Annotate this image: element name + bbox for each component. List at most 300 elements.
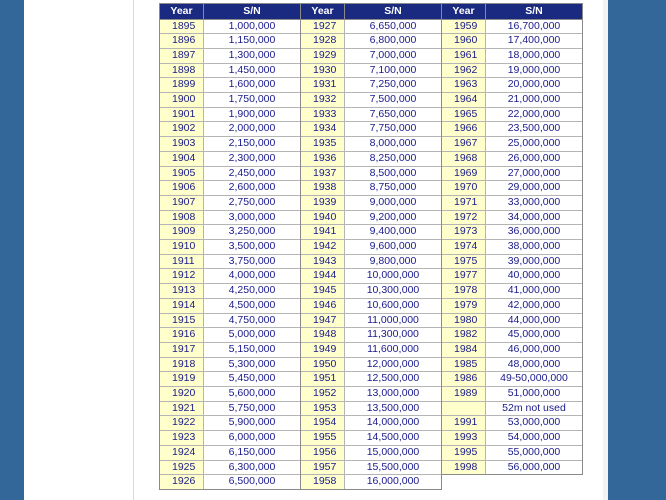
serial-number-cell: 5,750,000 <box>204 402 300 417</box>
year-cell: 1966 <box>442 122 486 137</box>
serial-number-cell: 4,000,000 <box>204 269 300 284</box>
year-cell: 1944 <box>301 269 345 284</box>
serial-number-cell: 33,000,000 <box>486 196 582 211</box>
serial-number-cell: 8,000,000 <box>345 137 441 152</box>
year-cell: 1974 <box>442 240 486 255</box>
table-row <box>301 431 441 446</box>
serial-number-cell: 14,500,000 <box>345 431 441 446</box>
year-cell: 1949 <box>301 343 345 358</box>
serial-number-cell: 13,500,000 <box>345 402 441 417</box>
table-row <box>301 64 441 79</box>
year-column-header: Year <box>301 4 345 20</box>
year-cell: 1904 <box>160 152 204 167</box>
year-cell: 1946 <box>301 299 345 314</box>
year-cell: 1947 <box>301 314 345 329</box>
table-row <box>301 196 441 211</box>
serial-number-cell: 11,000,000 <box>345 314 441 329</box>
table-row <box>442 284 582 299</box>
serial-number-cell: 3,500,000 <box>204 240 300 255</box>
serial-number-cell: 5,150,000 <box>204 343 300 358</box>
serial-number-cell: 21,000,000 <box>486 93 582 108</box>
table-row <box>160 255 300 270</box>
serial-number-cell: 7,750,000 <box>345 122 441 137</box>
table-row <box>301 137 441 152</box>
year-cell: 1911 <box>160 255 204 270</box>
serial-number-cell: 55,000,000 <box>486 446 582 461</box>
year-cell: 1948 <box>301 328 345 343</box>
table-row <box>442 108 582 123</box>
serial-number-cell: 40,000,000 <box>486 269 582 284</box>
year-cell: 1938 <box>301 181 345 196</box>
serial-number-cell: 54,000,000 <box>486 431 582 446</box>
serial-number-cell: 44,000,000 <box>486 314 582 329</box>
table-row <box>301 416 441 431</box>
table-row <box>442 372 582 387</box>
table-row <box>160 167 300 182</box>
table-row <box>160 225 300 240</box>
table-row <box>160 78 300 93</box>
table-row <box>160 402 300 417</box>
table-row <box>160 328 300 343</box>
serial-number-cell: 1,600,000 <box>204 78 300 93</box>
serial-number-cell: 6,800,000 <box>345 34 441 49</box>
year-cell: 1982 <box>442 328 486 343</box>
table-row <box>160 358 300 373</box>
year-cell: 1913 <box>160 284 204 299</box>
table-row <box>301 49 441 64</box>
table-row <box>160 49 300 64</box>
serial-number-cell: 46,000,000 <box>486 343 582 358</box>
year-column-header: Year <box>160 4 204 20</box>
table-row <box>442 416 582 431</box>
serial-number-cell: 7,500,000 <box>345 93 441 108</box>
table-row <box>442 446 582 461</box>
table-row <box>301 402 441 417</box>
year-cell: 1984 <box>442 343 486 358</box>
serial-number-cell: 5,600,000 <box>204 387 300 402</box>
table-row <box>160 93 300 108</box>
serial-number-cell: 36,000,000 <box>486 225 582 240</box>
table-row <box>442 211 582 226</box>
year-cell: 1942 <box>301 240 345 255</box>
serial-number-cell: 29,000,000 <box>486 181 582 196</box>
year-cell: 1957 <box>301 461 345 476</box>
table-row <box>442 255 582 270</box>
table-row <box>301 358 441 373</box>
table-row <box>160 372 300 387</box>
year-cell: 1943 <box>301 255 345 270</box>
serial-number-cell: 5,900,000 <box>204 416 300 431</box>
year-cell: 1964 <box>442 93 486 108</box>
serial-number-cell: 11,300,000 <box>345 328 441 343</box>
year-cell: 1980 <box>442 314 486 329</box>
table-row <box>442 269 582 284</box>
table-row <box>442 358 582 373</box>
table-row <box>160 284 300 299</box>
table-row <box>442 225 582 240</box>
table-row <box>442 20 582 35</box>
serial-number-cell: 4,750,000 <box>204 314 300 329</box>
table-row <box>160 137 300 152</box>
table-row <box>442 402 582 417</box>
serial-number-cell: 18,000,000 <box>486 49 582 64</box>
table-row <box>301 93 441 108</box>
year-cell: 1921 <box>160 402 204 417</box>
table-row <box>442 122 582 137</box>
year-cell: 1923 <box>160 431 204 446</box>
table-row <box>442 299 582 314</box>
table-row <box>442 431 582 446</box>
table-row <box>301 446 441 461</box>
year-cell: 1905 <box>160 167 204 182</box>
table-row <box>301 211 441 226</box>
table-row <box>301 181 441 196</box>
year-cell: 1932 <box>301 93 345 108</box>
table-row <box>301 343 441 358</box>
year-cell: 1926 <box>160 475 204 489</box>
year-cell: 1977 <box>442 269 486 284</box>
table-row <box>160 181 300 196</box>
year-cell: 1935 <box>301 137 345 152</box>
year-cell: 1920 <box>160 387 204 402</box>
year-cell: 1953 <box>301 402 345 417</box>
year-cell: 1929 <box>301 49 345 64</box>
serial-number-column-header: S/N <box>486 4 582 20</box>
table-row <box>301 108 441 123</box>
table-row <box>160 269 300 284</box>
table-row <box>442 240 582 255</box>
table-row <box>442 152 582 167</box>
serial-number-cell: 1,300,000 <box>204 49 300 64</box>
year-cell: 1989 <box>442 387 486 402</box>
serial-number-cell: 9,200,000 <box>345 211 441 226</box>
table-row <box>301 461 441 476</box>
table-header-row <box>301 4 441 20</box>
serial-number-cell: 15,500,000 <box>345 461 441 476</box>
serial-number-cell: 8,750,000 <box>345 181 441 196</box>
year-cell: 1979 <box>442 299 486 314</box>
serial-number-cell: 7,100,000 <box>345 64 441 79</box>
year-cell: 1900 <box>160 93 204 108</box>
serial-number-cell: 5,450,000 <box>204 372 300 387</box>
serial-number-cell: 26,000,000 <box>486 152 582 167</box>
content-divider <box>133 0 134 500</box>
serial-number-cell: 12,000,000 <box>345 358 441 373</box>
table-row <box>442 387 582 402</box>
serial-number-cell: 9,800,000 <box>345 255 441 270</box>
serial-number-cell: 6,000,000 <box>204 431 300 446</box>
year-cell: 1941 <box>301 225 345 240</box>
table-row <box>301 372 441 387</box>
serial-number-cell: 4,250,000 <box>204 284 300 299</box>
serial-number-table-3 <box>441 3 583 475</box>
year-cell: 1934 <box>301 122 345 137</box>
serial-number-cell: 39,000,000 <box>486 255 582 270</box>
table-row <box>160 446 300 461</box>
table-row <box>160 299 300 314</box>
year-cell: 1962 <box>442 64 486 79</box>
table-row <box>442 343 582 358</box>
year-cell: 1991 <box>442 416 486 431</box>
year-cell: 1956 <box>301 446 345 461</box>
year-cell: 1968 <box>442 152 486 167</box>
table-row <box>160 34 300 49</box>
year-cell: 1919 <box>160 372 204 387</box>
year-cell: 1931 <box>301 78 345 93</box>
serial-number-cell: 49-50,000,000 <box>486 372 582 387</box>
serial-number-cell: 2,300,000 <box>204 152 300 167</box>
year-cell: 1928 <box>301 34 345 49</box>
year-cell: 1897 <box>160 49 204 64</box>
table-row <box>160 461 300 476</box>
year-cell: 1958 <box>301 475 345 489</box>
table-row <box>160 431 300 446</box>
serial-number-cell: 23,500,000 <box>486 122 582 137</box>
serial-number-cell: 17,400,000 <box>486 34 582 49</box>
table-row <box>301 20 441 35</box>
serial-number-cell: 51,000,000 <box>486 387 582 402</box>
serial-number-cell: 14,000,000 <box>345 416 441 431</box>
serial-number-cell: 20,000,000 <box>486 78 582 93</box>
year-cell: 1967 <box>442 137 486 152</box>
table-row <box>301 314 441 329</box>
serial-number-cell: 42,000,000 <box>486 299 582 314</box>
table-row <box>442 78 582 93</box>
year-cell: 1896 <box>160 34 204 49</box>
serial-number-cell: 12,500,000 <box>345 372 441 387</box>
serial-number-cell: 45,000,000 <box>486 328 582 343</box>
table-row <box>301 167 441 182</box>
serial-number-cell: 4,500,000 <box>204 299 300 314</box>
year-cell: 1898 <box>160 64 204 79</box>
year-cell: 1915 <box>160 314 204 329</box>
table-row <box>442 314 582 329</box>
table-row <box>160 343 300 358</box>
table-row <box>301 34 441 49</box>
year-cell: 1917 <box>160 343 204 358</box>
year-cell: 1930 <box>301 64 345 79</box>
serial-number-cell: 10,000,000 <box>345 269 441 284</box>
serial-number-cell: 7,000,000 <box>345 49 441 64</box>
table-row <box>160 108 300 123</box>
year-cell: 1993 <box>442 431 486 446</box>
year-cell: 1973 <box>442 225 486 240</box>
serial-number-cell: 48,000,000 <box>486 358 582 373</box>
serial-number-table-2 <box>300 3 442 490</box>
table-row <box>160 64 300 79</box>
year-cell: 1927 <box>301 20 345 35</box>
year-cell: 1916 <box>160 328 204 343</box>
table-row <box>442 181 582 196</box>
serial-number-cell: 19,000,000 <box>486 64 582 79</box>
serial-number-cell: 9,400,000 <box>345 225 441 240</box>
serial-number-cell: 7,650,000 <box>345 108 441 123</box>
year-cell: 1960 <box>442 34 486 49</box>
serial-number-cell: 3,000,000 <box>204 211 300 226</box>
year-cell: 1902 <box>160 122 204 137</box>
table-row <box>301 284 441 299</box>
serial-number-cell: 10,600,000 <box>345 299 441 314</box>
year-cell: 1965 <box>442 108 486 123</box>
year-cell: 1971 <box>442 196 486 211</box>
table-row <box>442 328 582 343</box>
serial-number-cell: 52m not used <box>486 402 582 417</box>
year-cell: 1975 <box>442 255 486 270</box>
table-row <box>301 299 441 314</box>
year-cell: 1922 <box>160 416 204 431</box>
year-cell: 1937 <box>301 167 345 182</box>
table-row <box>160 475 300 489</box>
year-cell: 1924 <box>160 446 204 461</box>
year-cell: 1951 <box>301 372 345 387</box>
serial-number-column-header: S/N <box>345 4 441 20</box>
serial-number-table-1 <box>159 3 301 490</box>
year-cell: 1906 <box>160 181 204 196</box>
table-row <box>160 20 300 35</box>
year-cell: 1955 <box>301 431 345 446</box>
table-row <box>442 34 582 49</box>
serial-number-cell: 7,250,000 <box>345 78 441 93</box>
serial-number-cell: 34,000,000 <box>486 211 582 226</box>
table-row <box>160 196 300 211</box>
serial-number-cell: 25,000,000 <box>486 137 582 152</box>
table-header-row <box>442 4 582 20</box>
year-cell: 1952 <box>301 387 345 402</box>
year-cell <box>442 402 486 417</box>
serial-number-cell: 15,000,000 <box>345 446 441 461</box>
serial-number-cell: 2,750,000 <box>204 196 300 211</box>
year-cell: 1925 <box>160 461 204 476</box>
serial-number-cell: 6,150,000 <box>204 446 300 461</box>
year-cell: 1903 <box>160 137 204 152</box>
table-row <box>442 196 582 211</box>
year-cell: 1909 <box>160 225 204 240</box>
serial-number-column-header: S/N <box>204 4 300 20</box>
year-cell: 1936 <box>301 152 345 167</box>
serial-number-cell: 13,000,000 <box>345 387 441 402</box>
table-header-row <box>160 4 300 20</box>
serial-number-cell: 56,000,000 <box>486 461 582 475</box>
year-cell: 1972 <box>442 211 486 226</box>
serial-number-cell: 10,300,000 <box>345 284 441 299</box>
serial-number-cell: 22,000,000 <box>486 108 582 123</box>
year-cell: 1950 <box>301 358 345 373</box>
year-cell: 1910 <box>160 240 204 255</box>
year-cell: 1954 <box>301 416 345 431</box>
table-row <box>160 387 300 402</box>
table-row <box>301 269 441 284</box>
serial-number-cell: 3,250,000 <box>204 225 300 240</box>
table-row <box>160 152 300 167</box>
year-cell: 1939 <box>301 196 345 211</box>
table-row <box>160 314 300 329</box>
year-cell: 1907 <box>160 196 204 211</box>
table-row <box>160 211 300 226</box>
table-row <box>301 122 441 137</box>
year-cell: 1940 <box>301 211 345 226</box>
serial-number-cell: 8,250,000 <box>345 152 441 167</box>
serial-number-cell: 16,000,000 <box>345 475 441 489</box>
year-cell: 1901 <box>160 108 204 123</box>
serial-number-cell: 27,000,000 <box>486 167 582 182</box>
table-row <box>301 475 441 489</box>
table-row <box>160 416 300 431</box>
table-row <box>160 240 300 255</box>
right-side-band <box>608 0 666 500</box>
serial-number-cell: 6,300,000 <box>204 461 300 476</box>
table-row <box>442 461 582 475</box>
year-cell: 1998 <box>442 461 486 475</box>
year-cell: 1959 <box>442 20 486 35</box>
table-row <box>442 49 582 64</box>
serial-number-cell: 9,000,000 <box>345 196 441 211</box>
serial-number-cell: 2,150,000 <box>204 137 300 152</box>
serial-number-cell: 38,000,000 <box>486 240 582 255</box>
year-cell: 1933 <box>301 108 345 123</box>
serial-number-cell: 6,650,000 <box>345 20 441 35</box>
serial-number-cell: 1,150,000 <box>204 34 300 49</box>
serial-number-cell: 53,000,000 <box>486 416 582 431</box>
serial-number-cell: 11,600,000 <box>345 343 441 358</box>
serial-number-cell: 1,000,000 <box>204 20 300 35</box>
year-cell: 1961 <box>442 49 486 64</box>
year-cell: 1945 <box>301 284 345 299</box>
serial-number-cell: 1,750,000 <box>204 93 300 108</box>
year-cell: 1908 <box>160 211 204 226</box>
table-row <box>442 167 582 182</box>
year-cell: 1912 <box>160 269 204 284</box>
year-cell: 1899 <box>160 78 204 93</box>
left-side-band <box>0 0 24 500</box>
serial-number-cell: 5,000,000 <box>204 328 300 343</box>
serial-number-cell: 1,900,000 <box>204 108 300 123</box>
serial-number-cell: 1,450,000 <box>204 64 300 79</box>
serial-number-cell: 16,700,000 <box>486 20 582 35</box>
table-row <box>301 387 441 402</box>
year-cell: 1963 <box>442 78 486 93</box>
year-cell: 1918 <box>160 358 204 373</box>
year-column-header: Year <box>442 4 486 20</box>
table-row <box>301 255 441 270</box>
serial-number-cell: 2,000,000 <box>204 122 300 137</box>
table-row <box>442 64 582 79</box>
year-cell: 1970 <box>442 181 486 196</box>
year-cell: 1914 <box>160 299 204 314</box>
year-cell: 1895 <box>160 20 204 35</box>
serial-number-cell: 41,000,000 <box>486 284 582 299</box>
table-row <box>301 78 441 93</box>
serial-number-cell: 5,300,000 <box>204 358 300 373</box>
serial-number-cell: 6,500,000 <box>204 475 300 489</box>
table-row <box>160 122 300 137</box>
serial-number-cell: 9,600,000 <box>345 240 441 255</box>
table-row <box>301 328 441 343</box>
year-cell: 1986 <box>442 372 486 387</box>
table-row <box>301 225 441 240</box>
serial-number-cell: 2,600,000 <box>204 181 300 196</box>
year-cell: 1978 <box>442 284 486 299</box>
year-cell: 1995 <box>442 446 486 461</box>
table-row <box>442 93 582 108</box>
serial-number-cell: 3,750,000 <box>204 255 300 270</box>
year-cell: 1969 <box>442 167 486 182</box>
serial-number-cell: 2,450,000 <box>204 167 300 182</box>
table-row <box>442 137 582 152</box>
year-cell: 1985 <box>442 358 486 373</box>
table-row <box>301 240 441 255</box>
serial-number-cell: 8,500,000 <box>345 167 441 182</box>
table-row <box>301 152 441 167</box>
